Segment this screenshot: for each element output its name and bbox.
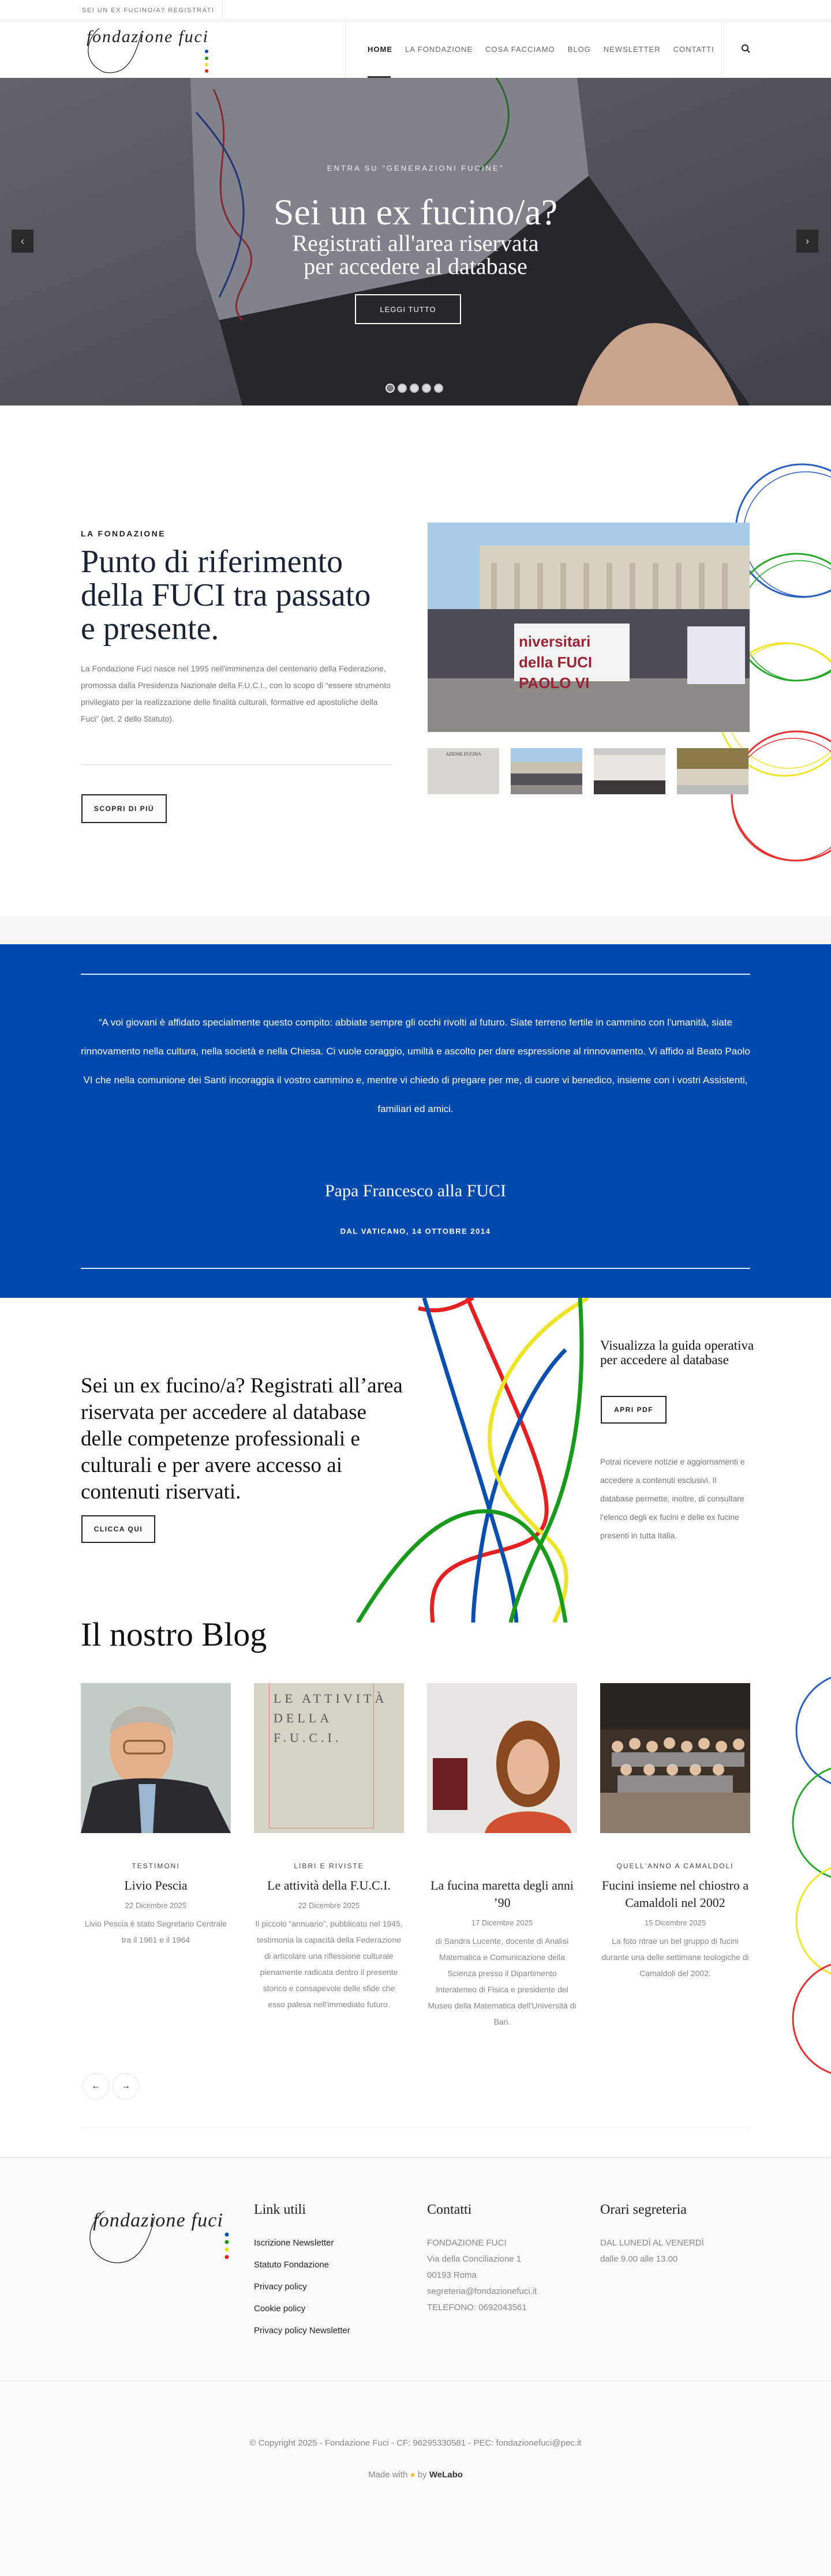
divider bbox=[222, 0, 223, 20]
hours-line: DAL LUNEDÌ AL VENERDÌ bbox=[600, 2238, 704, 2248]
divider bbox=[81, 764, 392, 765]
logo-mark bbox=[81, 21, 214, 77]
nav-newsletter[interactable]: NEWSLETTER bbox=[603, 45, 661, 54]
register-heading: Sei un ex fucino/a? Registrati all’area riservata per accedere al database delle competenze professionali e culturali e per avere accesso ai contenuti riservati. bbox=[81, 1374, 403, 1504]
post-image[interactable] bbox=[427, 1683, 577, 1833]
hero-subtitle-line: per accedere al database bbox=[304, 253, 527, 279]
gallery-thumb[interactable] bbox=[677, 748, 748, 794]
about-heading-line: Punto di riferimento bbox=[81, 544, 343, 580]
gallery-thumb[interactable] bbox=[511, 748, 582, 794]
cover-line: LE ATTIVITÀ bbox=[274, 1691, 388, 1706]
spacer-band bbox=[0, 916, 831, 944]
divider bbox=[81, 2127, 750, 2128]
footer-links-title: Link utili bbox=[254, 2202, 306, 2217]
quote-text: “A voi giovani è affidato specialmente questo compito: abbiate sempre gli occhi rivolti al futuro. Siate terreno fertile in cammino con l'umanità, siate rinnovamento nella cultura, nella società e nella Chiesa. Ci vuole coraggio, umiltà e ascolto per dare espressione al rinnovamento. Vi affido al Beato Paolo VI che nella comunione dei Santi incoraggia il vostro cammino e, mentre vi chiedo di pregare per me, di cuore vi benedico, insieme con i vostri Assistenti, familiari ed amici. bbox=[81, 1017, 750, 1114]
contact-phone[interactable]: TELEFONO: 0692043561 bbox=[427, 2303, 527, 2312]
cover-title bbox=[274, 1689, 404, 1748]
divider bbox=[81, 974, 750, 975]
slider-dot[interactable] bbox=[398, 384, 407, 393]
post-title[interactable]: Fucini insieme nel chiostro a Camaldoli nel 2002 bbox=[601, 1878, 749, 1910]
footer-link[interactable]: Privacy policy Newsletter bbox=[254, 2326, 350, 2335]
discover-more-button[interactable]: SCOPRI DI PIÙ bbox=[81, 794, 167, 823]
photo-group-st-peters bbox=[428, 523, 750, 732]
slider-prev-button[interactable] bbox=[12, 230, 33, 253]
nav-contatti[interactable]: CONTATTI bbox=[673, 45, 714, 54]
blog-card[interactable] bbox=[600, 1683, 750, 1981]
post-date: 15 Dicembre 2025 bbox=[644, 1918, 706, 1927]
made-with bbox=[0, 2470, 831, 2480]
section-kicker: LA FONDAZIONE bbox=[81, 529, 166, 538]
footer-link[interactable]: Cookie policy bbox=[254, 2304, 306, 2314]
post-category[interactable]: LIBRI E RIVISTE bbox=[294, 1862, 364, 1870]
open-pdf-button[interactable]: APRI PDF bbox=[601, 1396, 667, 1424]
footer-contacts bbox=[427, 2238, 537, 2319]
post-category[interactable] bbox=[427, 1862, 577, 1871]
footer-hours bbox=[600, 2238, 704, 2270]
footer-links bbox=[254, 2238, 350, 2348]
post-date: 17 Dicembre 2025 bbox=[471, 1918, 533, 1927]
about-heading-line: della FUCI tra passato bbox=[81, 577, 371, 613]
post-excerpt: Livio Pescia è stato Segretario Centrale tra il 1961 e il 1964 bbox=[85, 1919, 227, 1944]
post-date: 22 Dicembre 2025 bbox=[125, 1901, 187, 1910]
post-title[interactable]: Le attività della F.U.C.I. bbox=[267, 1878, 391, 1892]
post-excerpt: di Sandra Lucente, docente di Analisi Matematica e Comunicazione della Scienza presso il Dipartimento Interateneo di Fisica e presidente del Museo della Matematica dell'Università di Bari. bbox=[428, 1936, 577, 2026]
contact-line: FONDAZIONE FUCI bbox=[427, 2238, 507, 2248]
read-more-button[interactable]: LEGGI TUTTO bbox=[355, 294, 461, 324]
logo[interactable] bbox=[81, 21, 214, 77]
nav-la-fondazione[interactable]: LA FONDAZIONE bbox=[405, 45, 473, 54]
blog-prev-button[interactable] bbox=[83, 2073, 109, 2100]
slider-dot[interactable] bbox=[434, 384, 443, 393]
contact-line: 00193 Roma bbox=[427, 2270, 477, 2280]
blog-card[interactable] bbox=[81, 1683, 231, 1948]
gallery-main-image[interactable] bbox=[428, 523, 750, 732]
blog-title: Il nostro Blog bbox=[81, 1616, 267, 1653]
blog-card[interactable] bbox=[254, 1683, 404, 2012]
slider-dot[interactable] bbox=[410, 384, 419, 393]
footer-link[interactable]: Statuto Fondazione bbox=[254, 2260, 330, 2270]
search-icon bbox=[738, 40, 755, 58]
footer-link[interactable]: Privacy policy bbox=[254, 2282, 307, 2292]
woman-photo bbox=[427, 1683, 577, 1833]
banner-text: niversitari della FUCI PAOLO VI bbox=[519, 633, 593, 692]
blog-card[interactable] bbox=[427, 1683, 577, 2030]
post-image[interactable] bbox=[254, 1683, 404, 1833]
chevron-left-icon: ‹ bbox=[21, 235, 24, 247]
gallery-thumb[interactable] bbox=[594, 748, 665, 794]
post-title[interactable]: Livio Pescia bbox=[124, 1878, 188, 1892]
nav-cosa-facciamo[interactable]: COSA FACCIAMO bbox=[485, 45, 555, 54]
divider bbox=[81, 1268, 750, 1269]
group-photo bbox=[600, 1683, 750, 1833]
hero-kicker: ENTRA SU "GENERAZIONI FUCINE" bbox=[327, 164, 504, 172]
contact-email[interactable]: segreteria@fondazionefuci.it bbox=[427, 2286, 537, 2296]
made-with-label: Made with bbox=[368, 2470, 408, 2480]
divider bbox=[0, 2380, 831, 2381]
register-top-link[interactable]: SEI UN EX FUCINO/A? REGISTRATI bbox=[82, 7, 215, 14]
arrow-left-icon: ← bbox=[91, 2081, 100, 2091]
post-title[interactable]: La fucina maretta degli anni ’90 bbox=[431, 1878, 574, 1910]
guide-text: Potrai ricevere notizie e aggiornamenti e accedere a contenuti esclusivi. Il database permette, inoltre, di consultare l'elenco degli ex fucini e delle ex fucine presenti in tutta Italia. bbox=[600, 1457, 745, 1540]
post-excerpt: Il piccolo “annuario”, pubblicato nel 1945, testimonia la capacità della Federazione di articolare una riflessione culturale pienamente radicata dentro il presente storico e consapevole delle sfide che esso palesa nell'immediato futuro. bbox=[255, 1919, 403, 2009]
arrow-right-icon: → bbox=[121, 2081, 130, 2091]
about-heading bbox=[81, 545, 370, 645]
svg-text:fondazione fuci: fondazione fuci bbox=[93, 2210, 223, 2231]
post-image[interactable] bbox=[600, 1683, 750, 1833]
post-date: 22 Dicembre 2025 bbox=[298, 1901, 360, 1910]
by-label: by bbox=[417, 2470, 427, 2480]
post-category[interactable]: TESTIMONI bbox=[132, 1862, 180, 1870]
slider-dot[interactable] bbox=[385, 384, 395, 393]
footer-logo bbox=[83, 2202, 233, 2267]
hero-subtitle-line: Registrati all'area riservata bbox=[292, 230, 539, 256]
agency-link[interactable]: WeLabo bbox=[429, 2470, 463, 2480]
copyright: © Copyright 2025 - Fondazione Fuci - CF: 96295330581 - PEC: fondazionefuci@pec.it bbox=[249, 2438, 582, 2448]
slider-dots bbox=[385, 384, 443, 393]
slider-next-button[interactable] bbox=[796, 230, 818, 253]
portrait-photo bbox=[81, 1683, 231, 1833]
cover-line: DELLA F.U.C.I. bbox=[274, 1711, 342, 1745]
hours-line: dalle 9.00 alle 13.00 bbox=[600, 2254, 678, 2264]
guide-heading: Visualizza la guida operativa per accedere al database bbox=[600, 1338, 754, 1367]
lightbulb-icon: ● bbox=[410, 2470, 415, 2480]
divider bbox=[721, 21, 722, 78]
gallery-thumb[interactable] bbox=[428, 748, 499, 794]
nav-blog[interactable]: BLOG bbox=[567, 45, 591, 54]
footer-contacts-title: Contatti bbox=[427, 2202, 472, 2217]
hero-subtitle bbox=[0, 232, 831, 278]
post-excerpt: La foto ritrae un bel gruppo di fucini durante una delle settimane teologiche di Camaldoli del 2002. bbox=[601, 1936, 749, 1978]
footer-link[interactable]: Iscrizione Newsletter bbox=[254, 2238, 334, 2248]
quote-date: DAL VATICANO, 14 OTTOBRE 2014 bbox=[340, 1227, 491, 1236]
contact-line: Via della Conciliazione 1 bbox=[427, 2254, 522, 2264]
about-text: La Fondazione Fuci nasce nel 1995 nell'imminenza del centenario della Federazione, promossa dalla Presidenza Nazionale della F.U.C.I., con lo scopo di “essere strumento privilegiato per la realizzazione delle finalità culturali, formative ed apostoliche della Fuci” (art. 2 dello Statuto). bbox=[81, 664, 391, 723]
thumb-caption: AZIONE FUCINA bbox=[446, 752, 481, 757]
main-nav bbox=[345, 21, 714, 78]
chevron-right-icon: › bbox=[806, 235, 809, 247]
nav-home[interactable]: HOME bbox=[368, 21, 392, 78]
svg-text:fondazione fuci: fondazione fuci bbox=[87, 27, 208, 46]
hero-title: Sei un ex fucino/a? bbox=[273, 191, 558, 232]
click-here-button[interactable]: CLICCA QUI bbox=[81, 1515, 155, 1543]
about-heading-line: e presente. bbox=[81, 611, 219, 647]
post-image[interactable] bbox=[81, 1683, 231, 1833]
blog-next-button[interactable] bbox=[113, 2073, 139, 2100]
slider-dot[interactable] bbox=[422, 384, 431, 393]
decorative-rings bbox=[791, 1661, 831, 2134]
quote-author: Papa Francesco alla FUCI bbox=[324, 1181, 507, 1200]
footer-hours-title: Orari segreteria bbox=[600, 2202, 687, 2217]
search-button[interactable] bbox=[738, 40, 755, 58]
post-category[interactable]: QUELL'ANNO A CAMALDOLI bbox=[616, 1862, 734, 1870]
